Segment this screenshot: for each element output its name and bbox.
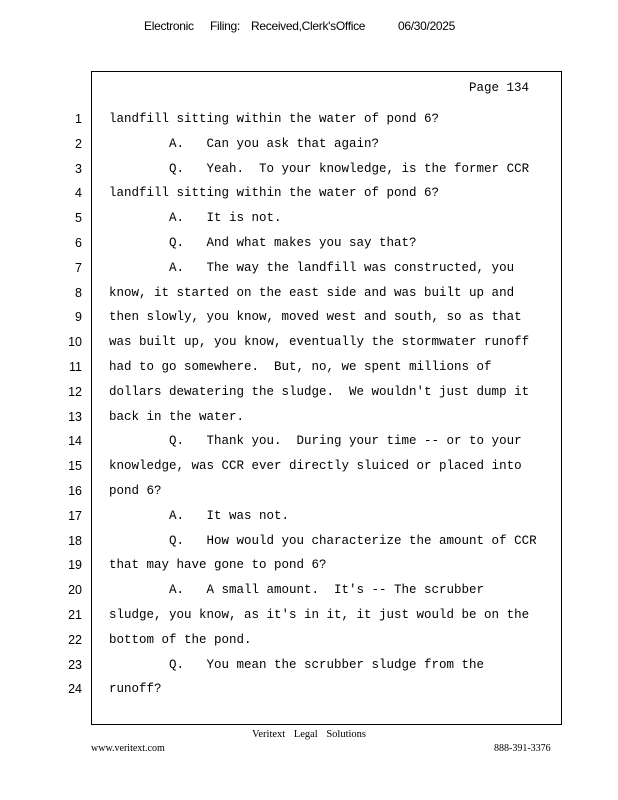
line-number: 9	[75, 310, 82, 325]
header-filing: Filing:	[210, 19, 240, 33]
transcript-line: know, it started on the east side and was built up and	[109, 285, 515, 300]
footer-phone: 888-391-3376	[494, 743, 551, 754]
transcript-line: knowledge, was CCR ever directly sluiced or placed into	[109, 459, 522, 474]
transcript-line: landfill sitting within the water of pond 6?	[109, 186, 440, 201]
transcript-line: Q. And what makes you say that?	[109, 235, 417, 250]
line-number: 13	[68, 409, 82, 424]
line-number: 7	[75, 260, 82, 275]
line-number: 5	[75, 211, 82, 226]
line-number: 6	[75, 235, 82, 250]
transcript-line: Q. How would you characterize the amount of CCR	[109, 533, 537, 548]
transcript-line: back in the water.	[109, 409, 245, 424]
filing-header	[0, 19, 618, 39]
line-number: 14	[68, 434, 82, 449]
line-number: 2	[75, 136, 82, 151]
transcript-line: A. Can you ask that again?	[109, 136, 380, 151]
line-number: 17	[68, 508, 82, 523]
footer-website: www.veritext.com	[91, 743, 165, 754]
line-number: 21	[68, 607, 82, 622]
line-number: 1	[75, 112, 82, 126]
line-number-column	[60, 109, 82, 704]
transcript-line: Q. You mean the scrubber sludge from the	[109, 657, 485, 672]
line-number: 4	[75, 186, 82, 201]
line-number: 22	[68, 632, 82, 647]
transcript-line: Q. Yeah. To your knowledge, is the former CCR	[109, 161, 530, 176]
transcript-line: runoff?	[109, 682, 162, 697]
transcript-line: Q. Thank you. During your time -- or to your	[109, 434, 522, 449]
line-number: 18	[68, 533, 82, 548]
transcript-line: bottom of the pond.	[109, 632, 252, 647]
line-number: 11	[69, 359, 82, 374]
header-electronic: Electronic	[144, 19, 194, 33]
line-number: 8	[75, 285, 82, 300]
transcript-line: landfill sitting within the water of pond 6?	[109, 112, 440, 126]
transcript-line: dollars dewatering the sludge. We wouldn't just dump it	[109, 384, 530, 399]
line-number: 16	[68, 483, 82, 498]
line-number: 15	[68, 459, 82, 474]
transcript-line: A. A small amount. It's -- The scrubber	[109, 583, 485, 598]
line-number: 24	[68, 682, 82, 697]
line-number: 23	[68, 657, 82, 672]
line-number: 19	[68, 558, 82, 573]
transcript-line: then slowly, you know, moved west and south, so as that	[109, 310, 522, 325]
line-number: 10	[68, 335, 82, 350]
transcript-line: pond 6?	[109, 483, 162, 498]
transcript-text	[109, 109, 549, 704]
footer-company: Veritext Legal Solutions	[251, 729, 367, 740]
line-number: 12	[68, 384, 82, 399]
header-received: Received,Clerk'sOffice	[251, 19, 366, 33]
header-date: 06/30/2025	[398, 19, 456, 33]
transcript-line: A. The way the landfill was constructed, you	[109, 260, 515, 275]
transcript-line: had to go somewhere. But, no, we spent millions of	[109, 359, 492, 374]
transcript-line: that may have gone to pond 6?	[109, 558, 327, 573]
line-number: 20	[68, 583, 82, 598]
transcript-line: sludge, you know, as it's in it, it just would be on the	[109, 607, 530, 622]
page-number: Page 134	[469, 81, 530, 95]
transcript-line: A. It was not.	[109, 508, 290, 523]
line-number: 3	[75, 161, 82, 176]
transcript-line: A. It is not.	[109, 211, 282, 226]
transcript-line: was built up, you know, eventually the stormwater runoff	[109, 335, 530, 350]
